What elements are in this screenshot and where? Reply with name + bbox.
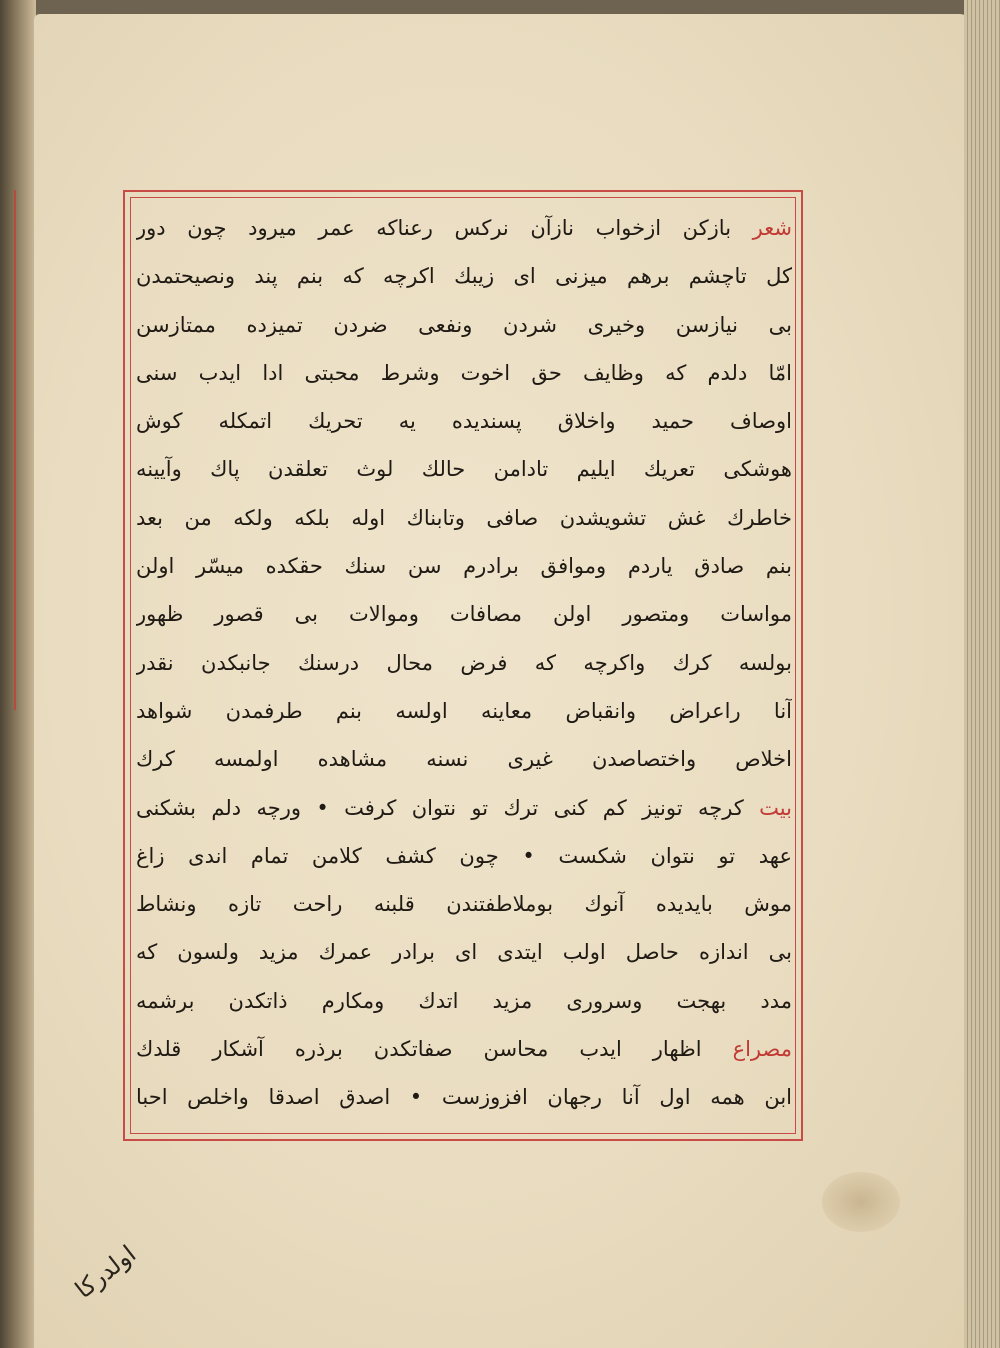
facing-page-frame-edge [4, 190, 16, 710]
text-line [136, 204, 792, 252]
text-line [136, 1025, 792, 1073]
text-line [136, 397, 792, 445]
stain [822, 1172, 900, 1232]
line-text: هوشکی تعریك ایلیم تادامن حالك لوث تعلقدن پاك وآیینه [136, 457, 792, 482]
text-line [136, 735, 792, 783]
line-text: عهد تو نتوان شکست • چون کشف کلامن تمام اندی زاغ [136, 843, 792, 868]
rubric-heading: بیت [759, 795, 792, 820]
text-line [136, 832, 792, 880]
text-line [136, 784, 792, 832]
page-stack-edge [964, 0, 1000, 1348]
line-text: اخلاص واختصاصدن غیری نسنه مشاهده اولمسه کرك [136, 747, 792, 772]
text-line [136, 880, 792, 928]
text-line [136, 494, 792, 542]
text-line [136, 542, 792, 590]
line-text: بازکن ازخواب نازآن نرکس رعناکه عمر میرود چون دور [136, 216, 732, 240]
text-line [136, 977, 792, 1025]
line-text: مدد بهجت وسروری مزید اتدك ومکارم ذاتکدن برشمه [136, 988, 792, 1013]
line-text: خاطرك غش تشویشدن صافی وتابناك اوله بلکه ولکه من بعد [136, 505, 792, 530]
line-text: اوصاف حمید واخلاق پسندیده یه تحریك اتمکله کوش [136, 409, 792, 434]
line-text: مواسات ومتصور اولن مصافات وموالات بی قصور ظهور [136, 602, 792, 627]
line-text: بی اندازه حاصل اولب ایتدی ای برادر عمرك مزید ولسون که [136, 940, 792, 965]
text-line [136, 1073, 792, 1121]
text-line [136, 639, 792, 687]
facing-page-edge [0, 0, 36, 1348]
text-line [136, 252, 792, 300]
text-line [136, 928, 792, 976]
line-text: موش بایدیده آنوك بوملاطفتندن قلبنه راحت تازه ونشاط [136, 892, 792, 917]
text-line [136, 590, 792, 638]
rubric-heading: مصراع [732, 1037, 792, 1062]
line-text: امّا دلدم که وظایف حق اخوت وشرط محبتی ادا ایدب سنی [136, 360, 792, 385]
folio-note: اولدرکا [70, 1239, 142, 1305]
text-block [136, 204, 792, 1122]
line-text: بی نیازسن وخیری شردن ونفعی ضردن تمیزده ممتازسن [136, 312, 792, 337]
text-line [136, 349, 792, 397]
rubric-heading: شعر [752, 216, 792, 240]
text-line [136, 301, 792, 349]
line-text: بولسه کرك واکرچه که فرض محال درسنك جانبکدن نقدر [136, 650, 792, 675]
line-text: آنا راعراض وانقباض معاینه اولسه بنم طرفمدن شواهد [136, 698, 792, 723]
line-text: کرچه تونیز کم کنی ترك تو نتوان کرفت • ورچه دلم بشکنی [136, 795, 744, 820]
line-text: اظهار ایدب محاسن صفاتکدن برذره آشکار قلدك [136, 1037, 702, 1062]
text-line [136, 445, 792, 493]
line-text: بنم صادق یاردم وموافق برادرم سن سنك حقکده میسّر اولن [136, 554, 792, 579]
line-text: کل تاچشم برهم میزنی ای زیبك اکرچه که بنم پند ونصیحتمدن [136, 264, 792, 289]
line-text: ابن همه اول آنا رجهان افزوزست • اصدق اصدقا واخلص احبا [136, 1085, 792, 1110]
text-line [136, 687, 792, 735]
